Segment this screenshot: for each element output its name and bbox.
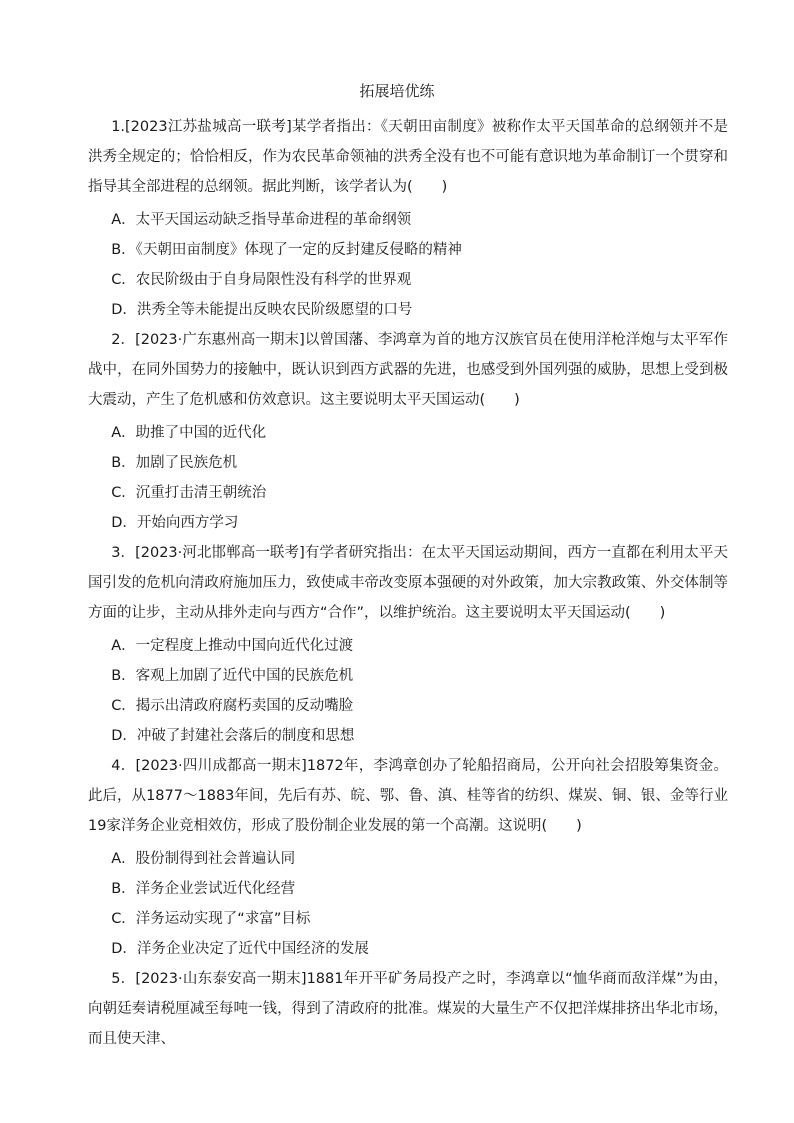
question-3 — [88, 538, 728, 751]
option-a: A．太平天国运动缺乏指导革命进程的革命纲领 — [111, 212, 412, 228]
option-a: A．一定程度上推动中国向近代化过渡 — [111, 638, 354, 654]
question-stem: 3．[2023·河北邯郸高一联考]有学者研究指出：在太平天国运动期间，西方一直都在利用太平天国引发的危机向清政府施加压力，致使咸丰帝改变原本强硬的对外政策，加大宗教政策、外交体制等方面的让步，主动从排外走向与西方“合作”，以维护统治。这主要说明太平天国运动( ) — [88, 545, 728, 621]
option-b: B．《天朝田亩制度》体现了一定的反封建反侵略的精神 — [111, 242, 462, 258]
option-b: B．洋务企业尝试近代化经营 — [111, 881, 296, 897]
question-stem: 5．[2023·山东泰安高一期末]1881年开平矿务局投产之时，李鸿章以“恤华商而敌洋煤”为由，向朝廷奏请税厘减至每吨一钱，得到了清政府的批准。煤炭的大量生产不仅把洋煤排挤出华北市场，而且使天津、 — [88, 971, 728, 1047]
option-d: D．洋务企业决定了近代中国经济的发展 — [111, 941, 369, 957]
option-c: C．沉重打击清王朝统治 — [111, 485, 267, 501]
section-title: 拓展培优练 — [359, 82, 435, 100]
question-stem: 2．[2023·广东惠州高一期末]以曾国藩、李鸿章为首的地方汉族官员在使用洋枪洋炮与太平军作战中，在同外国势力的接触中，既认识到西方武器的先进，也感受到外国列强的威胁，思想上受到极大震动，产生了危机感和仿效意识。这主要说明太平天国运动( ) — [88, 332, 728, 408]
option-c: C．揭示出清政府腐朽卖国的反动嘴脸 — [111, 698, 354, 714]
question-2 — [88, 325, 728, 538]
question-list — [88, 112, 728, 1057]
option-b: B．客观上加剧了近代中国的民族危机 — [111, 668, 354, 684]
option-b: B．加剧了民族危机 — [111, 455, 238, 471]
option-d: D．冲破了封建社会落后的制度和思想 — [111, 728, 355, 744]
option-a: A．助推了中国的近代化 — [111, 425, 267, 441]
option-d: D．洪秀全等未能提出反映农民阶级愿望的口号 — [111, 302, 413, 318]
question-stem: 1.[2023江苏盐城高一联考]某学者指出：《天朝田亩制度》被称作太平天国革命的总纲领并不是洪秀全规定的；恰恰相反，作为农民革命领袖的洪秀全没有也不可能有意识地为革命制订一个贯穿和指导其全部进程的总纲领。据此判断，该学者认为( ) — [88, 119, 728, 195]
option-c: C．洋务运动实现了“求富”目标 — [111, 911, 311, 927]
question-stem: 4．[2023·四川成都高一期末]1872年，李鸿章创办了轮船招商局，公开向社会招股筹集资金。此后，从1877～1883年间，先后有苏、皖、鄂、鲁、滇、桂等省的纺织、煤炭、铜、银、金等行业19家洋务企业竞相效仿，形成了股份制企业发展的第一个高潮。这说明( ) — [88, 758, 728, 834]
question-4 — [88, 751, 728, 964]
option-c: C．农民阶级由于自身局限性没有科学的世界观 — [111, 272, 412, 288]
question-1 — [88, 112, 728, 325]
option-a: A．股份制得到社会普遍认同 — [111, 851, 296, 867]
question-5 — [88, 964, 728, 1054]
option-d: D．开始向西方学习 — [111, 515, 239, 531]
